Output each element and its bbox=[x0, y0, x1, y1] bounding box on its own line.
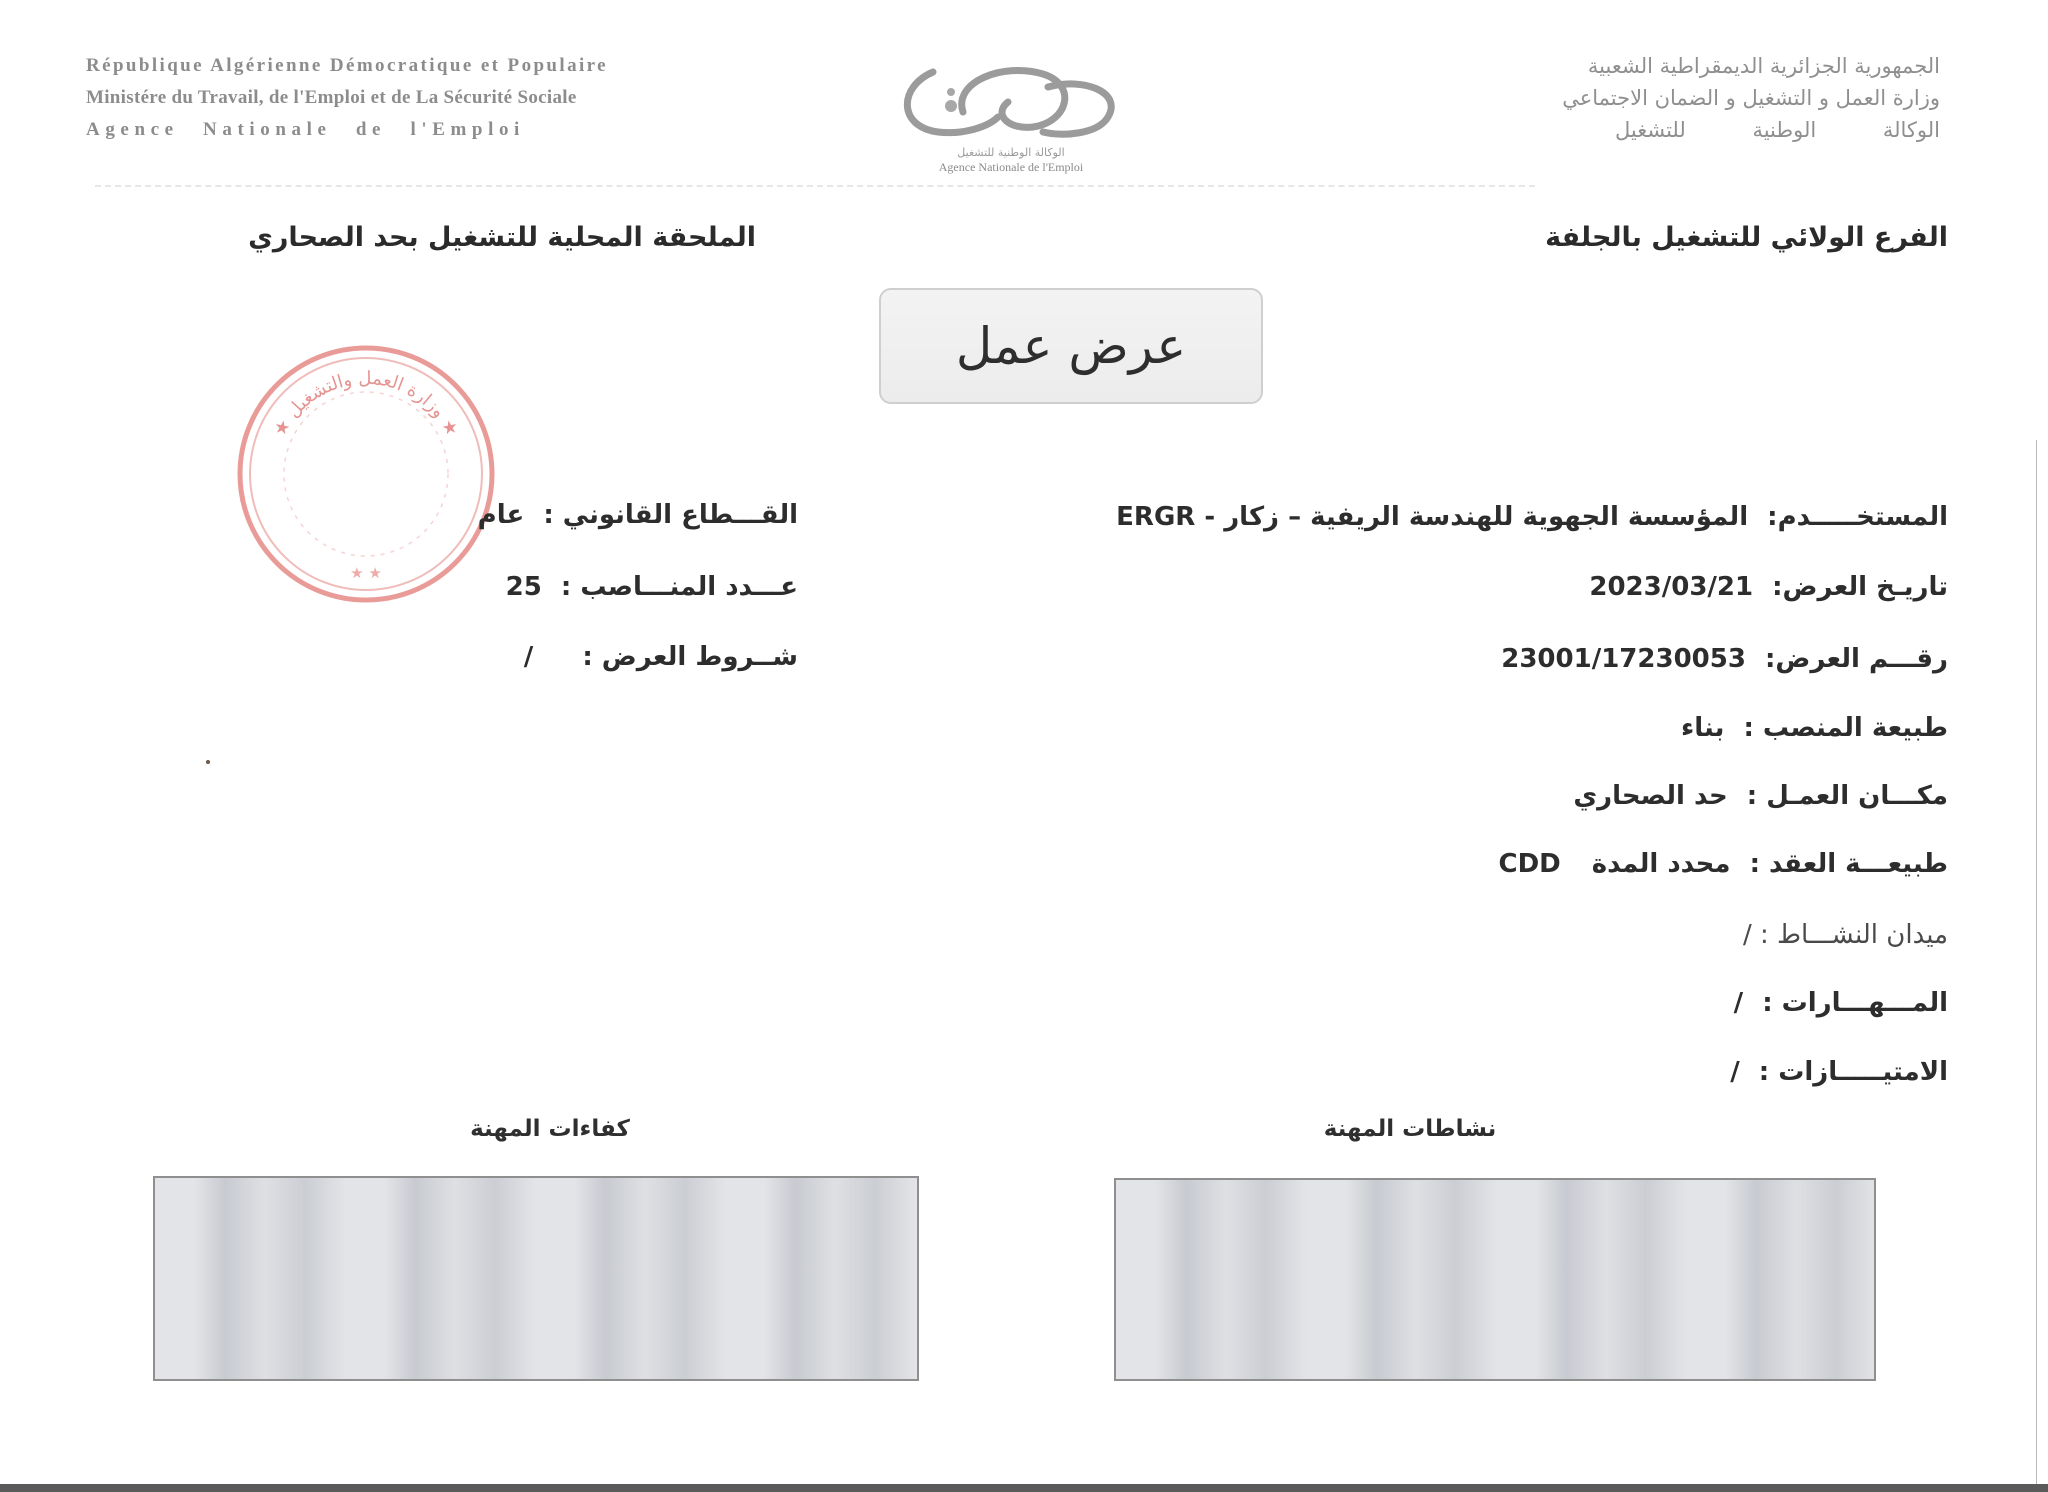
scan-bottom-bar bbox=[0, 1484, 2048, 1492]
field-activity-domain-label: ميدان النشـــاط : bbox=[1759, 920, 1948, 950]
header-ar-agency: الوكالة الوطنية للتشغيل bbox=[1614, 118, 1940, 142]
regional-branch-heading: الفرع الولائي للتشغيل بالجلفة bbox=[1545, 222, 1948, 253]
activities-heading: نشاطات المهنة bbox=[1323, 1116, 1497, 1142]
field-position-type-value: بناء bbox=[1680, 713, 1725, 743]
page-edge-line bbox=[2036, 440, 2037, 1485]
field-contract-type-code: CDD bbox=[1498, 849, 1561, 879]
header-ar-ministry: وزارة العمل و التشغيل و الضمان الاجتماعي bbox=[1562, 86, 1940, 110]
header-fr-ministry: Ministére du Travail, de l'Emploi et de La Sécurité Sociale bbox=[86, 87, 577, 108]
field-contract-type-label: طبيعـــة العقد : bbox=[1749, 849, 1948, 879]
field-offer-date bbox=[1589, 569, 1948, 605]
logo-caption-arabic: الوكالة الوطنية للتشغيل bbox=[957, 146, 1065, 159]
field-work-location bbox=[1573, 778, 1948, 814]
field-contract-type-value: محدد المدة bbox=[1591, 849, 1731, 879]
field-work-location-value: حد الصحاري bbox=[1573, 781, 1728, 811]
field-employer-label: المستخـــــدم: bbox=[1767, 502, 1948, 532]
field-offer-conditions-value: / bbox=[523, 642, 534, 672]
field-positions-count bbox=[506, 569, 798, 605]
competencies-heading: كفاءات المهنة bbox=[470, 1116, 630, 1142]
official-stamp-icon bbox=[232, 340, 500, 608]
field-offer-conditions bbox=[524, 639, 798, 675]
document-title: عرض عمل bbox=[955, 317, 1187, 375]
field-position-type-label: طبيعة المنصب : bbox=[1743, 713, 1948, 743]
field-offer-conditions-label: شــروط العرض : bbox=[582, 642, 798, 672]
field-skills-label: المـــهـــارات : bbox=[1762, 988, 1948, 1018]
field-employer bbox=[1116, 499, 1948, 535]
field-employer-value: المؤسسة الجهوية للهندسة الريفية – زكار - ERGR bbox=[1116, 502, 1749, 532]
field-activity-domain bbox=[1743, 917, 1948, 953]
svg-text:★ وزارة العمل والتشغيل ★: ★ وزارة العمل والتشغيل ★ bbox=[269, 367, 463, 440]
field-activity-domain-value: / bbox=[1742, 920, 1752, 950]
header-divider bbox=[95, 185, 1535, 187]
field-offer-number-value: 23001/17230053 bbox=[1501, 644, 1746, 674]
field-legal-sector bbox=[478, 497, 798, 533]
header-arabic bbox=[1562, 50, 1940, 146]
field-skills bbox=[1734, 985, 1948, 1021]
field-position-type bbox=[1681, 710, 1948, 746]
local-annex-heading: الملحقة المحلية للتشغيل بحد الصحاري bbox=[248, 222, 756, 253]
header-fr-republic: République Algérienne Démocratique et Populaire bbox=[86, 55, 608, 76]
field-benefits bbox=[1730, 1054, 1948, 1090]
header-fr-agency: Agence Nationale de l'Emploi bbox=[86, 119, 525, 140]
field-positions-count-value: 25 bbox=[505, 572, 542, 602]
document-title-box bbox=[879, 288, 1263, 404]
logo-caption-french: Agence Nationale de l'Emploi bbox=[938, 160, 1084, 174]
field-offer-date-label: تاريـخ العرض: bbox=[1772, 572, 1948, 602]
header-ar-republic: الجمهورية الجزائرية الديمقراطية الشعبية bbox=[1587, 54, 1940, 78]
header-french bbox=[86, 50, 608, 146]
field-benefits-value: / bbox=[1730, 1057, 1740, 1087]
field-legal-sector-label: القـــطاع القانوني : bbox=[543, 500, 798, 530]
field-offer-date-value: 2023/03/21 bbox=[1589, 572, 1754, 602]
scan-speck bbox=[206, 760, 210, 764]
field-offer-number-label: رقـــم العرض: bbox=[1765, 644, 1948, 674]
svg-text:★ ★: ★ ★ bbox=[350, 564, 382, 582]
field-contract-type bbox=[1498, 846, 1948, 882]
field-skills-value: / bbox=[1733, 988, 1744, 1018]
field-positions-count-label: عـــدد المنـــاصب : bbox=[560, 572, 798, 602]
field-work-location-label: مكـــان العمـل : bbox=[1746, 781, 1948, 811]
field-benefits-label: الامتيـــــازات : bbox=[1758, 1057, 1948, 1087]
field-offer-number bbox=[1501, 641, 1948, 677]
field-legal-sector-value: عام bbox=[477, 500, 525, 530]
activities-box bbox=[1114, 1178, 1876, 1381]
competencies-box bbox=[153, 1176, 919, 1381]
